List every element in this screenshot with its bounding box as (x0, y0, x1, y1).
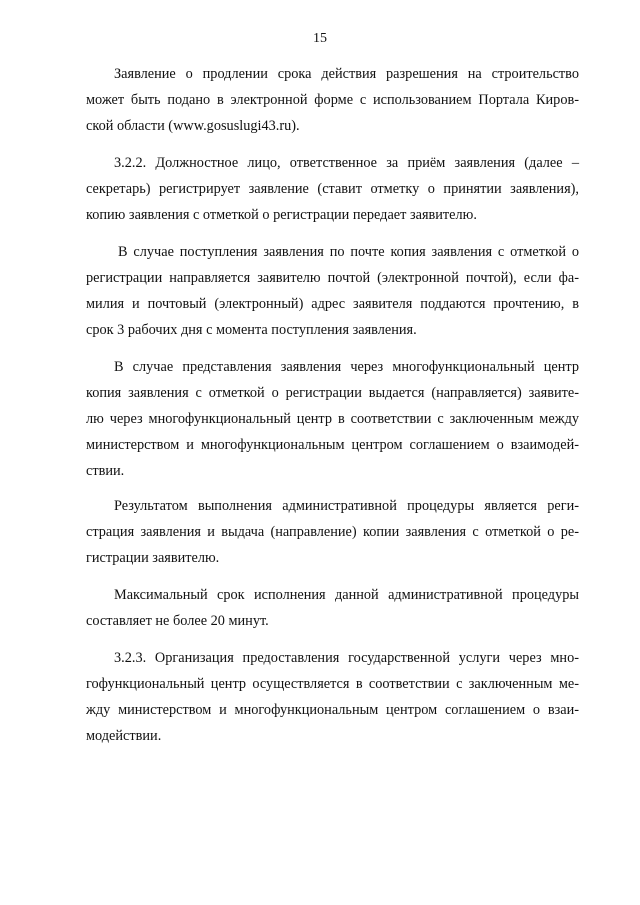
text-line: секретарь) регистрирует заявление (ставит отметку о принятии заявления), (86, 181, 579, 197)
paragraph-max-duration (86, 582, 579, 634)
page-number: 15 (313, 31, 327, 46)
paragraph-mfc-submission (86, 354, 579, 484)
text-line: копия заявления с отметкой о регистрации выдается (направляется) заявите- (86, 385, 579, 401)
text-line: министерством и многофункциональным центром соглашением о взаимодей- (86, 437, 579, 453)
text-line: Максимальный срок исполнения данной административной процедуры (114, 587, 579, 603)
text-line: ствии. (86, 463, 125, 479)
paragraph-result (86, 493, 579, 571)
paragraph-mail-submission (86, 239, 579, 343)
text-line: В случае представления заявления через многофункциональный центр (114, 359, 579, 375)
document-body (86, 61, 579, 749)
text-line: Заявление о продлении срока действия разрешения на строительство (114, 66, 579, 82)
paragraph-3-2-3 (86, 645, 579, 749)
text-line: ской области (www.gosuslugi43.ru). (86, 118, 300, 134)
text-line: копию заявления с отметкой о регистрации передает заявителю. (86, 207, 477, 223)
text-line: лю через многофункциональный центр в соответствии с заключенным между (86, 411, 579, 427)
text-line: 3.2.3. Организация предоставления государственной услуги через мно- (114, 650, 579, 666)
text-line: В случае поступления заявления по почте копия заявления с отметкой о (118, 244, 579, 260)
text-line: Результатом выполнения административной процедуры является реги- (114, 498, 579, 514)
text-line: страция заявления и выдача (направление) копии заявления с отметкой о ре- (86, 524, 579, 540)
paragraph-portal-submission (86, 61, 579, 139)
text-line: гистрации заявителю. (86, 550, 220, 566)
text-line: может быть подано в электронной форме с использованием Портала Киров- (86, 92, 579, 108)
text-line: милия и почтовый (электронный) адрес заявителя поддаются прочтению, в (86, 296, 579, 312)
text-line: регистрации направляется заявителю почтой (электронной почтой), если фа- (86, 270, 579, 286)
text-line: жду министерством и многофункциональным центром соглашением о взаи- (86, 702, 579, 718)
text-line: модействии. (86, 728, 162, 744)
paragraph-3-2-2 (86, 150, 579, 228)
text-line: срок 3 рабочих дня с момента поступления заявления. (86, 322, 417, 338)
text-line: составляет не более 20 минут. (86, 613, 269, 629)
text-line: гофункциональный центр осуществляется в соответствии с заключенным ме- (86, 676, 579, 692)
text-line: 3.2.2. Должностное лицо, ответственное за приём заявления (далее – (114, 155, 579, 171)
